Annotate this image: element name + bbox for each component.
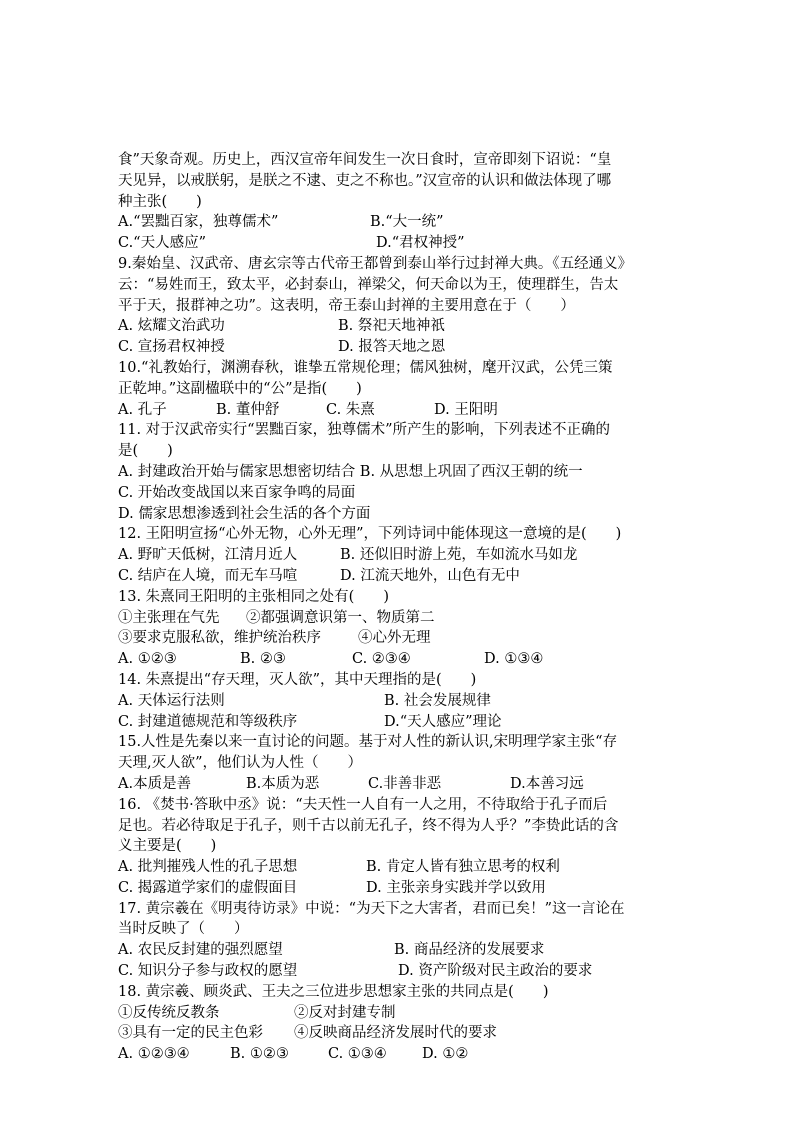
question-text: 18. 黄宗羲、顾炎武、王夫之三位进步思想家主张的共同点是( ) <box>118 983 549 1000</box>
question-text: 16. 《焚书·答耿中丞》说：“夫天性一人自有一人之用，不待取给于孔子而后 <box>118 796 608 813</box>
option-c: C. ②③④ <box>352 651 411 668</box>
option-a: A. 天体运行法则 <box>118 692 225 709</box>
option-row <box>118 545 678 566</box>
question-text: 天理,灭人欲”，他们认为人性（ ） <box>118 755 363 772</box>
question-10 <box>118 358 678 420</box>
option-a: A.“罢黜百家，独尊儒术” <box>118 214 279 231</box>
question-text: 10.“礼教始行，渊溯春秋，谁挚五常规伦理；儒风独树，麾开汉武，公凭三策 <box>118 359 613 376</box>
question-text: 12. 王阳明宣扬“心外无物，心外无理”，下列诗词中能体现这一意境的是( ) <box>118 526 622 543</box>
statement-4: ④反映商品经济发展时代的要求 <box>294 1025 497 1042</box>
option-c: C. 封建道德规范和等级秩序 <box>118 713 298 730</box>
option-b: B. 肯定人皆有独立思考的权利 <box>366 859 560 876</box>
question-17 <box>118 899 678 982</box>
question-text: 14. 朱熹提出“存天理，灭人欲”，其中天理指的是( ) <box>118 671 477 688</box>
statement-4: ④心外无理 <box>358 630 431 647</box>
question-13 <box>118 587 678 670</box>
question-text: 当时反映了（ ） <box>118 921 249 938</box>
option-row <box>118 691 678 712</box>
option-a: A. 炫耀文治武功 <box>118 318 225 335</box>
option-b: B. ②③ <box>240 651 286 668</box>
question-text: 17. 黄宗羲在《明夷待访录》中说：“为天下之大害者，君而已矣！”这一言论在 <box>118 900 625 917</box>
option-d: D. ①② <box>422 1046 469 1063</box>
option-row <box>118 940 678 961</box>
option-row <box>118 233 678 254</box>
question-15 <box>118 732 678 794</box>
option-a: A. 孔子 <box>118 401 167 418</box>
option-a: A. 农民反封建的强烈愿望 <box>118 942 283 959</box>
option-b: B. 董仲舒 <box>216 401 280 418</box>
option-d: D. 儒家思想渗透到社会生活的各个方面 <box>118 505 371 522</box>
option-b: B.本质为恶 <box>246 775 320 792</box>
option-a: A. 批判摧残人性的孔子思想 <box>118 859 298 876</box>
statement-2: ②都强调意识第一、物质第二 <box>246 609 435 626</box>
option-c: C.非善非恶 <box>368 775 442 792</box>
option-row <box>118 878 678 899</box>
option-c: C.“天人感应” <box>118 235 207 252</box>
option-d: D. ①③④ <box>484 651 544 668</box>
option-c: C. 开始改变战国以来百家争鸣的局面 <box>118 484 356 501</box>
question-text: 平于天，报群神之功”。这表明，帝王泰山封禅的主要用意在于（ ） <box>118 297 575 314</box>
question-8 <box>118 150 678 254</box>
option-row <box>118 566 678 587</box>
question-text: 食”天象奇观。历史上，西汉宣帝年间发生一次日食时，宣帝即刻下诏说：“皇 <box>118 152 612 168</box>
option-a: A. ①②③④ <box>118 1046 190 1063</box>
statement-3: ③要求克服私欲，维护统治秩序 <box>118 630 321 647</box>
option-d: D. 报答天地之恩 <box>338 339 446 356</box>
option-c: C. 知识分子参与政权的愿望 <box>118 963 298 980</box>
option-c: C. ①③④ <box>328 1046 387 1063</box>
option-ab: A. 封建政治开始与儒家思想密切结合 B. 从思想上巩固了西汉王朝的统一 <box>118 463 583 480</box>
option-row <box>118 649 678 670</box>
option-c: C. 揭露道学家们的虚假面目 <box>118 879 298 896</box>
question-text: 种主张( ) <box>118 193 202 210</box>
option-row <box>118 1044 678 1065</box>
question-text: 足也。若必待取足于孔子，则千古以前无孔子，终不得为人乎？”李贽此话的含 <box>118 817 619 834</box>
option-d: D. 主张亲身实践并学以致用 <box>366 879 546 896</box>
option-c: C. 朱熹 <box>326 401 375 418</box>
question-text: 义主要是( ) <box>118 838 217 855</box>
statement-row <box>118 1003 678 1024</box>
option-row <box>118 774 678 795</box>
question-text: 正乾坤。”这副楹联中的“公”是指( ) <box>118 380 362 397</box>
option-a: A.本质是善 <box>118 775 192 792</box>
question-text: 11. 对于汉武帝实行“罢黜百家，独尊儒术”所产生的影响，下列表述不正确的 <box>118 422 610 439</box>
option-row <box>118 857 678 878</box>
statement-row <box>118 628 678 649</box>
statement-row <box>118 608 678 629</box>
option-d: D.“君权神授” <box>376 235 465 252</box>
question-text: 13. 朱熹同王阳明的主张相同之处有( ) <box>118 588 389 605</box>
statement-row <box>118 1023 678 1044</box>
statement-2: ②反对封建专制 <box>294 1004 396 1021</box>
question-text: 天见异，以戒朕躬，是朕之不逮、吏之不称也。”汉宣帝的认识和做法体现了哪 <box>118 172 612 189</box>
question-16 <box>118 795 678 899</box>
option-b: B. 商品经济的发展要求 <box>394 942 545 959</box>
option-b: B.“大一统” <box>370 214 444 231</box>
question-text: 云：“易姓而王，致太平，必封泰山，禅梁父，何天命以为王，使理群生，告太 <box>118 276 619 293</box>
option-d: D.“天人感应”理论 <box>384 713 502 730</box>
option-row <box>118 337 678 358</box>
question-text: 是( ) <box>118 443 173 460</box>
option-b: B. 社会发展规律 <box>384 692 491 709</box>
question-9 <box>118 254 678 358</box>
option-b: B. ①②③ <box>230 1046 289 1063</box>
option-c: C. 宣扬君权神授 <box>118 339 225 356</box>
question-14 <box>118 670 678 732</box>
option-row <box>118 961 678 982</box>
exam-page <box>118 150 678 1065</box>
option-d: D. 王阳明 <box>434 401 498 418</box>
question-18 <box>118 982 678 1065</box>
statement-1: ①主张理在气先 <box>118 609 220 626</box>
question-11 <box>118 420 678 524</box>
option-a: A. ①②③ <box>118 651 177 668</box>
option-row <box>118 712 678 733</box>
option-row <box>118 316 678 337</box>
option-d: D.本善习远 <box>510 775 584 792</box>
option-a: A. 野旷天低树，江清月近人 <box>118 547 298 564</box>
option-d: D. 资产阶级对民主政治的要求 <box>398 963 593 980</box>
option-row <box>118 212 678 233</box>
option-b: B. 祭祀天地神祇 <box>338 318 445 335</box>
question-text: 15.人性是先秦以来一直讨论的问题。基于对人性的新认识,宋明理学家主张“存 <box>118 734 618 751</box>
statement-1: ①反传统反教条 <box>118 1004 220 1021</box>
option-b: B. 还似旧时游上苑，车如流水马如龙 <box>340 547 578 564</box>
statement-3: ③具有一定的民主色彩 <box>118 1025 263 1042</box>
question-text: 9.秦始皇、汉武帝、唐玄宗等古代帝王都曾到泰山举行过封禅大典。《五经通义》 <box>118 255 633 272</box>
option-row <box>118 400 678 421</box>
option-d: D. 江流天地外，山色有无中 <box>340 567 520 584</box>
option-c: C. 结庐在人境，而无车马喧 <box>118 567 298 584</box>
question-12 <box>118 524 678 586</box>
